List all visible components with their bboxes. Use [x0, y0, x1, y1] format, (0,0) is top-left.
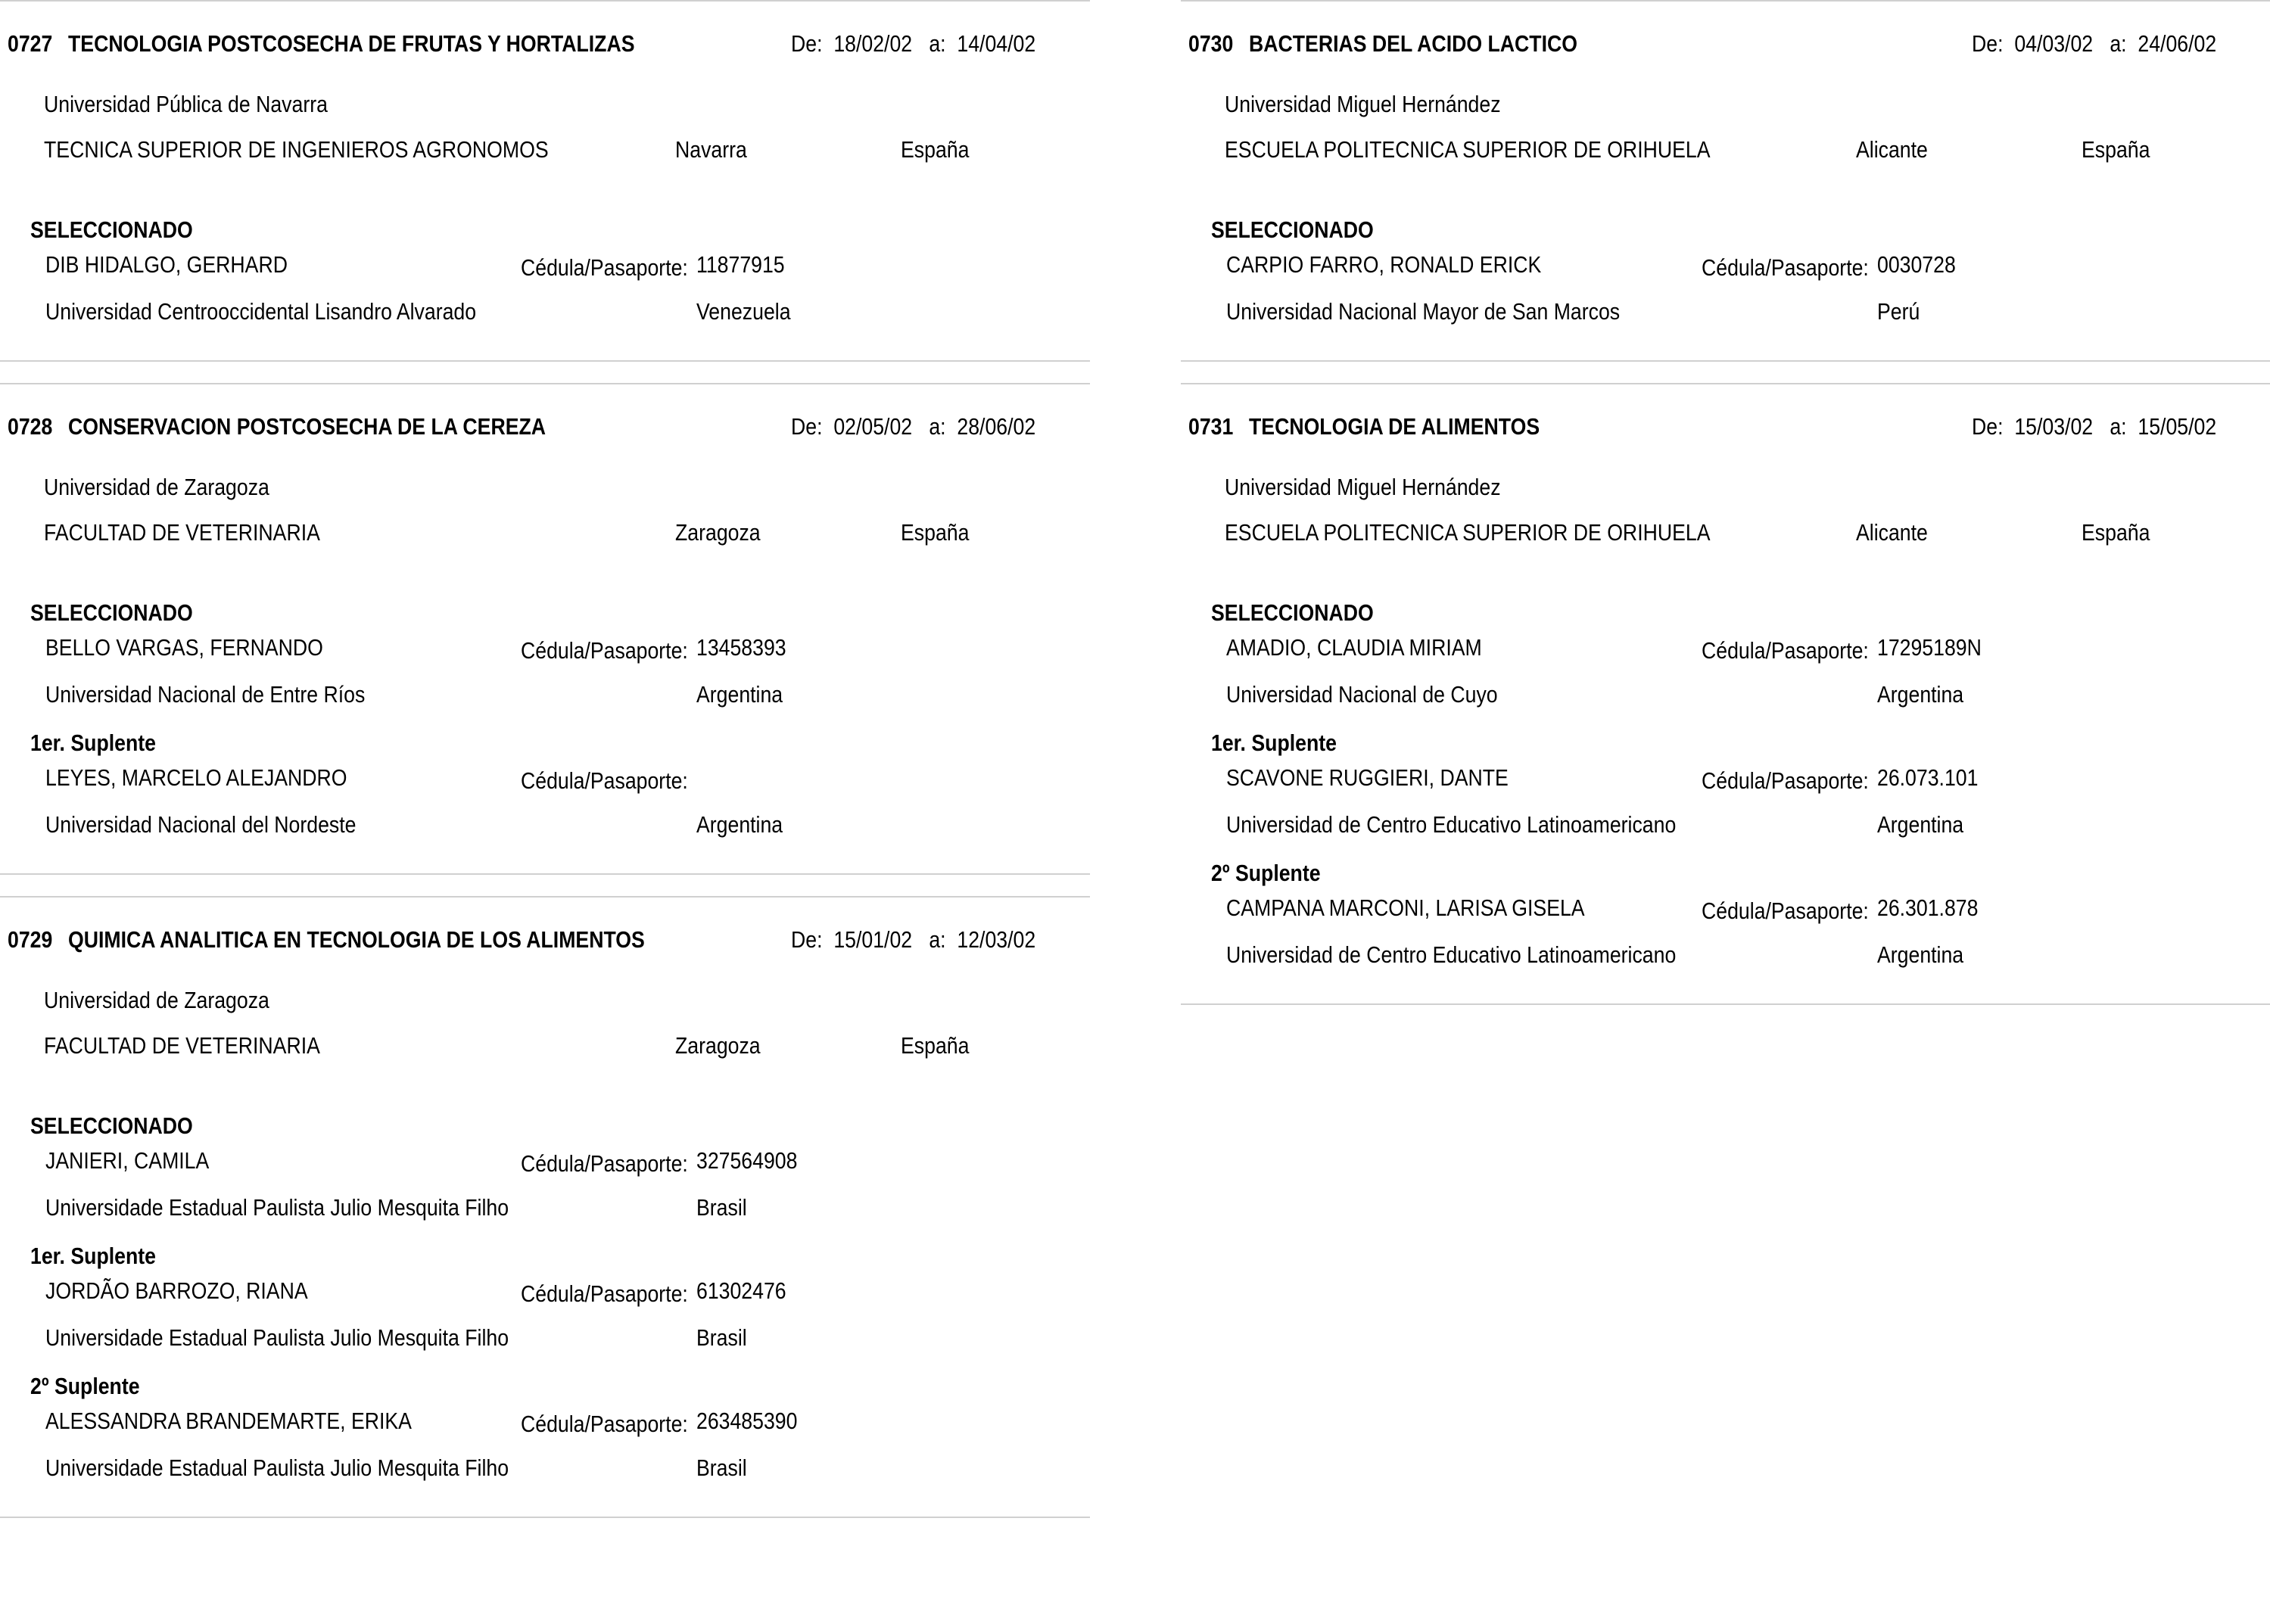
candidate-name: SCAVONE RUGGIERI, DANTE: [1226, 764, 1509, 791]
host-university: Universidad de Zaragoza: [44, 474, 269, 500]
date-from: 02/05/02: [833, 413, 913, 440]
from-label: De:: [791, 30, 823, 57]
candidate-role: [0, 1364, 1090, 1403]
role-label: SELECCIONADO: [30, 216, 193, 243]
spacer: [0, 1494, 1090, 1517]
candidate-country: Argentina: [696, 681, 783, 708]
candidate-university: Universidad Centrooccidental Lisandro Alvarado: [45, 298, 477, 325]
course-block: [0, 0, 1090, 362]
host-country: España: [901, 1032, 970, 1059]
candidate-id: 11877915: [696, 251, 785, 278]
id-label: Cédula/Pasaporte:: [521, 637, 688, 664]
host-school: ESCUELA POLITECNICA SUPERIOR DE ORIHUELA: [1225, 519, 1711, 546]
candidate-country: Argentina: [1877, 811, 1964, 838]
candidate-id: 61302476: [696, 1277, 786, 1304]
role-label: 1er. Suplente: [30, 730, 156, 756]
host-university-line: [0, 83, 1090, 129]
candidate-affiliation: [1181, 935, 2270, 981]
role-label: 2º Suplente: [1211, 860, 1321, 886]
to-label: a:: [929, 30, 946, 57]
candidate-country: Argentina: [1877, 681, 1964, 708]
candidate-id: 26.301.878: [1877, 894, 1979, 921]
candidate-name: LEYES, MARCELO ALEJANDRO: [45, 764, 347, 791]
date-to: 15/05/02: [2138, 413, 2217, 440]
id-label: Cédula/Pasaporte:: [521, 1150, 688, 1177]
id-label: Cédula/Pasaporte:: [1702, 767, 1869, 794]
host-university: Universidad Miguel Hernández: [1225, 91, 1501, 117]
candidate-row: [0, 760, 1090, 805]
host-university-line: [0, 979, 1090, 1025]
candidate-affiliation: [1181, 675, 2270, 720]
host-country: España: [901, 519, 970, 546]
candidate-university: Universidade Estadual Paulista Julio Mesquita Filho: [45, 1454, 509, 1481]
course-code: 0729: [8, 926, 53, 953]
spacer: [0, 174, 1090, 207]
host-school-line: [1181, 512, 2270, 557]
role-label: SELECCIONADO: [30, 1112, 193, 1139]
date-from: 04/03/02: [2014, 30, 2094, 57]
host-city: Alicante: [1856, 519, 1928, 546]
candidate-role: [1181, 851, 2270, 890]
candidate-university: Universidad de Centro Educativo Latinoamericano: [1226, 941, 1677, 968]
course-dates: [1972, 30, 2216, 58]
host-school-line: [0, 1025, 1090, 1070]
host-university: Universidad Pública de Navarra: [44, 91, 328, 117]
to-label: a:: [929, 926, 946, 953]
date-from: 18/02/02: [833, 30, 913, 57]
host-city: Alicante: [1856, 136, 1928, 163]
candidate-affiliation: [0, 292, 1090, 338]
id-label: Cédula/Pasaporte:: [1702, 254, 1869, 281]
host-city: Navarra: [675, 136, 747, 163]
candidate-affiliation: [1181, 292, 2270, 338]
spacer: [0, 557, 1090, 590]
candidate-country: Brasil: [696, 1194, 747, 1221]
candidate-affiliation: [1181, 805, 2270, 851]
candidate-id: 13458393: [696, 634, 786, 661]
spacer: [1181, 174, 2270, 207]
date-to: 12/03/02: [957, 926, 1036, 953]
from-label: De:: [1972, 413, 2004, 440]
course-code: 0730: [1188, 30, 1234, 57]
course-title: BACTERIAS DEL ACIDO LACTICO: [1249, 30, 1577, 57]
course-header: [0, 384, 1090, 466]
candidate-country: Argentina: [1877, 941, 1964, 968]
spacer: [1181, 338, 2270, 360]
candidate-affiliation: [0, 1448, 1090, 1494]
id-label: Cédula/Pasaporte:: [521, 1411, 688, 1437]
course-code: 0728: [8, 413, 53, 440]
from-label: De:: [1972, 30, 2004, 57]
candidate-country: Perú: [1877, 298, 1920, 325]
candidate-country: Venezuela: [696, 298, 791, 325]
id-label: Cédula/Pasaporte:: [1702, 637, 1869, 664]
candidate-id: 327564908: [696, 1147, 798, 1174]
date-to: 14/04/02: [957, 30, 1036, 57]
date-from: 15/03/02: [2014, 413, 2094, 440]
candidate-name: CARPIO FARRO, RONALD ERICK: [1226, 251, 1542, 278]
host-school: FACULTAD DE VETERINARIA: [44, 1032, 320, 1059]
host-school: FACULTAD DE VETERINARIA: [44, 519, 320, 546]
candidate-role: [0, 1103, 1090, 1143]
candidate-affiliation: [0, 1318, 1090, 1364]
host-school-line: [0, 129, 1090, 174]
candidate-name: CAMPANA MARCONI, LARISA GISELA: [1226, 894, 1585, 921]
candidate-name: BELLO VARGAS, FERNANDO: [45, 634, 323, 661]
host-country: España: [2082, 136, 2150, 163]
role-label: 2º Suplente: [30, 1373, 140, 1399]
candidate-row: [1181, 247, 2270, 292]
candidate-row: [0, 1273, 1090, 1318]
host-school: ESCUELA POLITECNICA SUPERIOR DE ORIHUELA: [1225, 136, 1711, 163]
candidate-university: Universidad Nacional de Cuyo: [1226, 681, 1498, 708]
candidate-role: [1181, 207, 2270, 247]
right-column: [1181, 0, 2270, 1026]
host-university: Universidad Miguel Hernández: [1225, 474, 1501, 500]
host-school: TECNICA SUPERIOR DE INGENIEROS AGRONOMOS: [44, 136, 549, 163]
candidate-name: JORDÃO BARROZO, RIANA: [45, 1277, 308, 1304]
host-city: Zaragoza: [675, 1032, 761, 1059]
id-label: Cédula/Pasaporte:: [521, 767, 688, 794]
date-from: 15/01/02: [833, 926, 913, 953]
candidate-role: [0, 1234, 1090, 1273]
course-block: [1181, 383, 2270, 1005]
role-label: SELECCIONADO: [1211, 216, 1374, 243]
course-dates: [791, 926, 1035, 954]
candidate-role: [0, 590, 1090, 630]
candidate-name: DIB HIDALGO, GERHARD: [45, 251, 288, 278]
candidate-id: 0030728: [1877, 251, 1956, 278]
id-label: Cédula/Pasaporte:: [1702, 898, 1869, 924]
candidate-role: [1181, 590, 2270, 630]
role-label: SELECCIONADO: [1211, 599, 1374, 626]
host-country: España: [901, 136, 970, 163]
host-university-line: [0, 466, 1090, 512]
candidate-affiliation: [0, 675, 1090, 720]
role-label: 1er. Suplente: [1211, 730, 1337, 756]
course-block: [0, 896, 1090, 1518]
to-label: a:: [2110, 413, 2127, 440]
candidate-name: JANIERI, CAMILA: [45, 1147, 210, 1174]
to-label: a:: [929, 413, 946, 440]
candidate-id: 26.073.101: [1877, 764, 1979, 791]
candidate-name: AMADIO, CLAUDIA MIRIAM: [1226, 634, 1482, 661]
course-header: [0, 2, 1090, 83]
spacer: [0, 338, 1090, 360]
course-code: 0727: [8, 30, 53, 57]
candidate-affiliation: [0, 805, 1090, 851]
date-to: 24/06/02: [2138, 30, 2217, 57]
candidate-row: [0, 1143, 1090, 1188]
candidate-row: [0, 630, 1090, 675]
host-city: Zaragoza: [675, 519, 761, 546]
date-to: 28/06/02: [957, 413, 1036, 440]
role-label: SELECCIONADO: [30, 599, 193, 626]
host-school-line: [1181, 129, 2270, 174]
candidate-country: Brasil: [696, 1324, 747, 1351]
course-code: 0731: [1188, 413, 1234, 440]
host-university-line: [1181, 466, 2270, 512]
candidate-role: [0, 720, 1090, 760]
candidate-row: [0, 1403, 1090, 1448]
id-label: Cédula/Pasaporte:: [521, 1280, 688, 1307]
candidate-university: Universidade Estadual Paulista Julio Mesquita Filho: [45, 1194, 509, 1221]
to-label: a:: [2110, 30, 2127, 57]
candidate-row: [1181, 890, 2270, 935]
host-school-line: [0, 512, 1090, 557]
candidate-role: [1181, 720, 2270, 760]
candidate-university: Universidad Nacional de Entre Ríos: [45, 681, 366, 708]
course-title: CONSERVACION POSTCOSECHA DE LA CEREZA: [68, 413, 546, 440]
candidate-id: 263485390: [696, 1408, 798, 1434]
course-block: [1181, 0, 2270, 362]
course-header: [1181, 384, 2270, 466]
left-column: [0, 0, 1090, 1539]
id-label: Cédula/Pasaporte:: [521, 254, 688, 281]
course-dates: [1972, 413, 2216, 440]
role-label: 1er. Suplente: [30, 1243, 156, 1269]
spacer: [0, 851, 1090, 873]
from-label: De:: [791, 413, 823, 440]
candidate-role: [0, 207, 1090, 247]
course-header: [1181, 2, 2270, 83]
from-label: De:: [791, 926, 823, 953]
candidate-university: Universidade Estadual Paulista Julio Mesquita Filho: [45, 1324, 509, 1351]
candidate-university: Universidad de Centro Educativo Latinoamericano: [1226, 811, 1677, 838]
host-country: España: [2082, 519, 2150, 546]
candidate-university: Universidad Nacional del Nordeste: [45, 811, 357, 838]
candidate-university: Universidad Nacional Mayor de San Marcos: [1226, 298, 1621, 325]
course-title: TECNOLOGIA DE ALIMENTOS: [1249, 413, 1540, 440]
course-dates: [791, 413, 1035, 440]
spacer: [0, 1070, 1090, 1103]
candidate-country: Argentina: [696, 811, 783, 838]
host-university: Universidad de Zaragoza: [44, 987, 269, 1013]
candidate-country: Brasil: [696, 1454, 747, 1481]
candidate-name: ALESSANDRA BRANDEMARTE, ERIKA: [45, 1408, 412, 1434]
course-header: [0, 898, 1090, 979]
spacer: [1181, 981, 2270, 1003]
candidate-row: [1181, 630, 2270, 675]
candidate-row: [0, 247, 1090, 292]
course-dates: [791, 30, 1035, 58]
candidate-row: [1181, 760, 2270, 805]
course-title: TECNOLOGIA POSTCOSECHA DE FRUTAS Y HORTALIZAS: [68, 30, 635, 57]
spacer: [1181, 557, 2270, 590]
course-title: QUIMICA ANALITICA EN TECNOLOGIA DE LOS ALIMENTOS: [68, 926, 645, 953]
candidate-affiliation: [0, 1188, 1090, 1234]
candidate-id: 17295189N: [1877, 634, 1982, 661]
course-block: [0, 383, 1090, 875]
host-university-line: [1181, 83, 2270, 129]
